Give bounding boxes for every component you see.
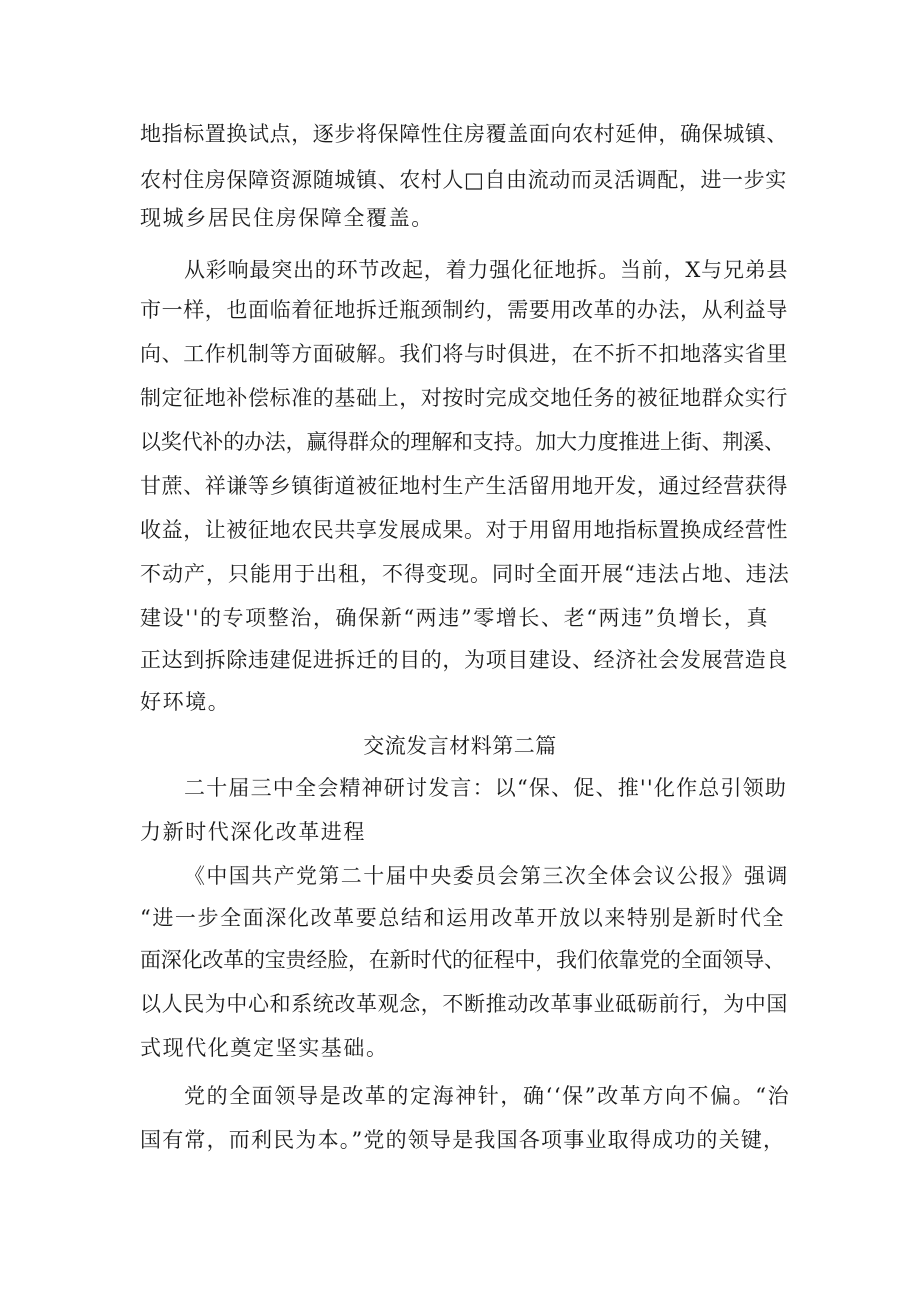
paragraph-line: 市一样，也面临着征地拆迁瓶颈制约，需要用改革的办法，从利益导 <box>140 298 788 322</box>
paragraph-line: 收益，让被征地农民共享发展成果。对于用留用地指标置换成经营性 <box>140 518 788 542</box>
paragraph-line: 党的全面领导是改革的定海神针，确‘‘保”改革方向不偏。“治 <box>184 1084 791 1108</box>
paragraph-line: 制定征地补偿标准的基础上，对按时完成交地任务的被征地群众实行 <box>140 386 788 410</box>
paragraph-line: 向、工作机制等方面破解。我们将与时俱进，在不折不扣地落实省里 <box>140 342 788 366</box>
paragraph-line: 甘蔗、祥谦等乡镇街道被征地村生产生活留用地开发，通过经营获得 <box>140 474 788 498</box>
paragraph-line: 正达到拆除违建促进拆迁的目的，为项目建设、经济社会发展营造良 <box>140 648 788 672</box>
paragraph-line: 《中国共产党第二十届中央委员会第三次全体会议公报》强调 <box>184 864 789 888</box>
paragraph-line: 式现代化奠定坚实基础。 <box>140 1036 389 1060</box>
paragraph-line: 地指标置换试点，逐步将保障性住房覆盖面向农村延伸，确保城镇、 <box>140 122 788 146</box>
paragraph-line: 农村住房保障资源随城镇、农村人□自由流动而灵活调配，进一步实 <box>140 168 787 192</box>
paragraph-line: 建设''的专项整治，确保新“两违”零增长、老“两违”负增长，真 <box>140 606 770 630</box>
paragraph-line: 现城乡居民住房保障全覆盖。 <box>140 206 434 230</box>
paragraph-line: 好环境。 <box>140 690 231 714</box>
paragraph-line: “进一步全面深化改革要总结和运用改革开放以来特别是新时代全 <box>140 906 786 930</box>
paragraph-line: 国有常，而利民为本。”党的领导是我国各项事业取得成功的关键， <box>140 1128 786 1152</box>
paragraph-line: 以奖代补的办法，赢得群众的理解和支持。加大力度推进上街、荆溪、 <box>140 430 785 454</box>
paragraph-line: 力新时代深化改革进程 <box>140 820 366 844</box>
section-title: 交流发言材料第二篇 <box>363 734 557 758</box>
paragraph-line: 二十届三中全会精神研讨发言：以“保、促、推''化作总引领助 <box>184 776 788 800</box>
paragraph-line: 面深化改革的宝贵经脸，在新时代的征程中，我们依靠党的全面领导、 <box>140 948 785 972</box>
paragraph-line: 不动产，只能用于出租，不得变现。同时全面开展“违法占地、违法 <box>140 562 790 586</box>
paragraph-line: 从彩响最突出的环节改起，着力强化征地拆。当前，X与兄弟县 <box>184 258 789 282</box>
paragraph-line: 以人民为中心和系统改革观念，不断推动改革事业砥砺前行，为中国 <box>140 992 788 1016</box>
